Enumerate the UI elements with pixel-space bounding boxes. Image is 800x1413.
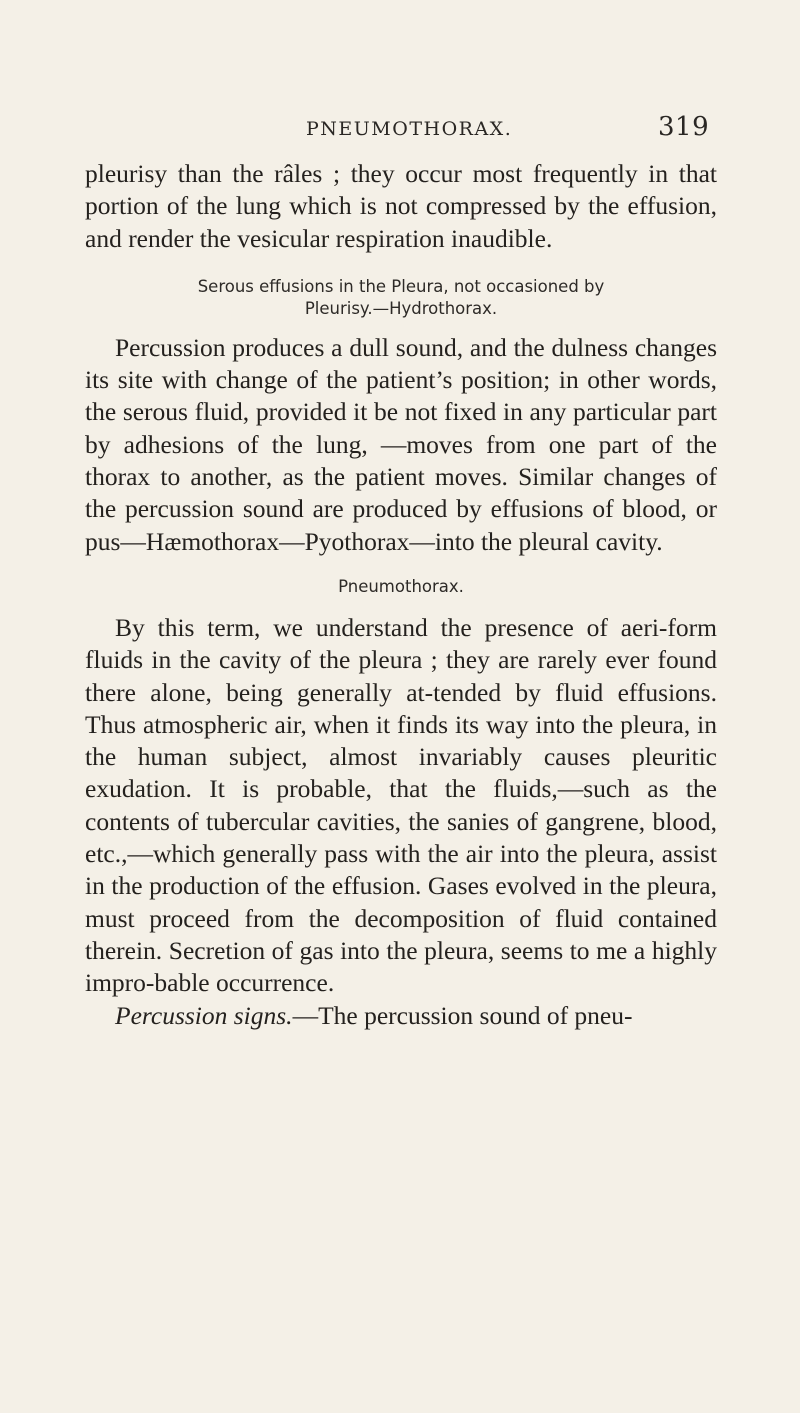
percussion-signs-text: —The percussion sound of pneu- [292, 1000, 633, 1030]
running-title: PNEUMOTHORAX. [306, 118, 513, 140]
page-number: 319 [658, 112, 710, 142]
paragraph-percussion-signs [85, 1000, 717, 1032]
running-head [0, 112, 800, 152]
section-heading-pneumothorax: Pneumothorax. [338, 576, 464, 596]
percussion-signs-label: Percussion signs. [115, 1000, 293, 1030]
body-text [85, 158, 717, 1032]
paragraph-pneumothorax-definition: By this term, we understand the presence of aeri-form fluids in the cavity of the pleura ; they are rarely ever found there alone, being generally at-tended by fluid effusions. Thus atmospheric air, when it finds its way into the pleura, in the human subject, almost invariably causes pleuritic exudation. It is probable, that the fluids,—such as the contents of tubercular cavities, the sanies of gangrene, blood, etc.,—which generally pass with the air into the pleura, assist in the production of the effusion. Gases evolved in the pleura, must proceed from the decomposition of fluid contained therein. Secretion of gas into the pleura, seems to me a highly impro-bable occurrence. [85, 612, 717, 998]
section-heading-hydrothorax [85, 276, 717, 320]
section-heading-line: Serous effusions in the Pleura, not occasioned by [197, 276, 605, 296]
paragraph-continuation: pleurisy than the râles ; they occur most frequently in that portion of the lung which is not compressed by the effusion, and render the vesicular respiration inaudible. [85, 159, 717, 253]
section-heading-line: Pleurisy.—Hydrothorax. [304, 298, 498, 318]
paragraph-percussion-dulness: Percussion produces a dull sound, and the dulness changes its site with change of the patient’s position; in other words, the serous fluid, provided it be not fixed in any particular part by adhesions of the lung, —moves from one part of the thorax to another, as the patient moves. Similar changes of the percussion sound are produced by effusions of blood, or pus—Hæmothorax—Pyothorax—into the pleural cavity. [85, 332, 717, 556]
